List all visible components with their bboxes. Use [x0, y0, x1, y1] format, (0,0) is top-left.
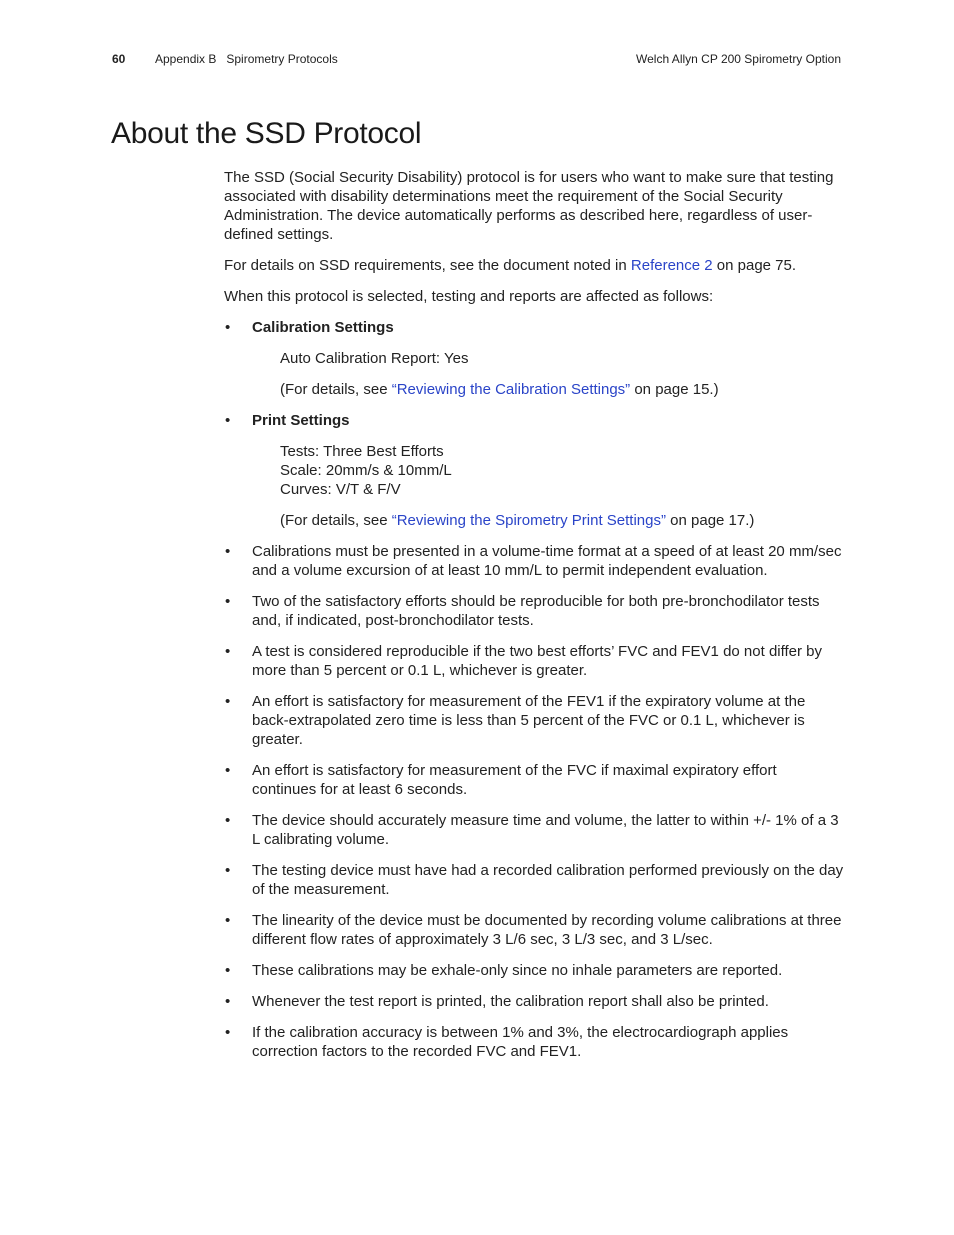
- list-item-text: These calibrations may be exhale-only since no inhale parameters are reported.: [252, 962, 783, 979]
- bullet-marker: •: [225, 1024, 231, 1041]
- print-settings-link[interactable]: “Reviewing the Spirometry Print Settings”: [391, 512, 666, 529]
- reference-text-after: on page 75.: [712, 257, 797, 274]
- bullet-marker: •: [225, 412, 231, 429]
- list-item: [224, 992, 844, 1011]
- calibration-settings-heading: Calibration Settings: [252, 319, 394, 336]
- print-reference: [224, 511, 844, 530]
- page-number: 60: [112, 52, 126, 66]
- bullet-marker: •: [225, 593, 231, 610]
- bullet-marker: •: [225, 962, 231, 979]
- bullet-marker: •: [225, 912, 231, 929]
- list-item: [224, 861, 844, 899]
- effects-paragraph: When this protocol is selected, testing and reports are affected as follows:: [224, 288, 714, 305]
- list-item-text: If the calibration accuracy is between 1% and 3%, the electrocardiograph applies correction factors to the recorded FVC and FEV1.: [252, 1024, 789, 1060]
- reference-text-before: For details on SSD requirements, see the document noted in: [224, 257, 631, 274]
- print-settings-heading: Print Settings: [252, 412, 350, 429]
- list-item: [224, 811, 844, 849]
- print-scale-setting: Scale: 20mm/s & 10mm/L: [280, 462, 452, 479]
- bullet-marker: •: [225, 862, 231, 879]
- list-item: [224, 911, 844, 949]
- bullet-marker: •: [225, 993, 231, 1010]
- list-item-text: An effort is satisfactory for measurement of the FVC if maximal expiratory effort continues for at least 6 seconds.: [252, 762, 777, 798]
- list-item: [224, 1023, 844, 1061]
- list-item: [224, 542, 844, 580]
- calibration-report-setting: Auto Calibration Report: Yes: [280, 350, 469, 367]
- content-body: [224, 168, 844, 1073]
- reference-2-link[interactable]: Reference 2: [630, 257, 713, 274]
- calibration-reference: [224, 380, 844, 399]
- list-item: [224, 642, 844, 680]
- bullet-marker: •: [225, 762, 231, 779]
- print-settings-values: [224, 442, 844, 499]
- calibration-ref-before: (For details, see: [280, 381, 392, 398]
- print-ref-before: (For details, see: [280, 512, 392, 529]
- list-item-text: The linearity of the device must be documented by recording volume calibrations at three different flow rates of approximately 3 L/6 sec, 3 L/3 sec, and 3 L/sec.: [252, 912, 842, 948]
- calibration-settings-link[interactable]: “Reviewing the Calibration Settings”: [391, 381, 631, 398]
- page-title: About the SSD Protocol: [111, 117, 422, 150]
- list-item-text: Whenever the test report is printed, the calibration report shall also be printed.: [252, 993, 769, 1010]
- document-title: Welch Allyn CP 200 Spirometry Option: [636, 52, 841, 66]
- bullet-marker: •: [225, 693, 231, 710]
- print-curves-setting: Curves: V/T & F/V: [280, 481, 401, 498]
- bullet-marker: •: [225, 643, 231, 660]
- list-item: [224, 592, 844, 630]
- section-header: Appendix B Spirometry Protocols: [155, 52, 338, 66]
- list-item: [224, 761, 844, 799]
- list-item-text: The testing device must have had a recorded calibration performed previously on the day of the measurement.: [252, 862, 844, 898]
- bullet-marker: •: [225, 319, 231, 336]
- bullet-marker: •: [225, 812, 231, 829]
- list-item-text: The device should accurately measure time and volume, the latter to within +/- 1% of a 3 L calibrating volume.: [252, 812, 839, 848]
- calibration-ref-after: on page 15.): [630, 381, 719, 398]
- list-item: [224, 961, 844, 980]
- list-item-text: Two of the satisfactory efforts should be reproducible for both pre-bronchodilator tests and, if indicated, post-bronchodilator tests.: [252, 593, 820, 629]
- list-item-text: A test is considered reproducible if the two best efforts’ FVC and FEV1 do not differ by more than 5 percent or 0.1 L, whichever is greater.: [252, 643, 823, 679]
- print-settings-item: [224, 411, 844, 430]
- print-tests-setting: Tests: Three Best Efforts: [280, 443, 444, 460]
- list-item: [224, 692, 844, 749]
- list-item-text: An effort is satisfactory for measurement of the FEV1 if the expiratory volume at the back-extrapolated zero time is less than 5 percent of the FVC or 0.1 L, whichever is greater.: [252, 693, 806, 748]
- list-item-text: Calibrations must be presented in a volume-time format at a speed of at least 20 mm/sec and a volume excursion of at least 10 mm/L to permit independent evaluation.: [252, 543, 842, 579]
- print-ref-after: on page 17.): [666, 512, 755, 529]
- calibration-settings-item: [224, 318, 844, 337]
- intro-paragraph: The SSD (Social Security Disability) protocol is for users who want to make sure that testing associated with disability determinations meet the requirement of the Social Security Administration. The device automatically performs as described here, regardless of user-defined settings.: [224, 169, 834, 243]
- bullet-marker: •: [225, 543, 231, 560]
- reference-paragraph: [224, 256, 844, 275]
